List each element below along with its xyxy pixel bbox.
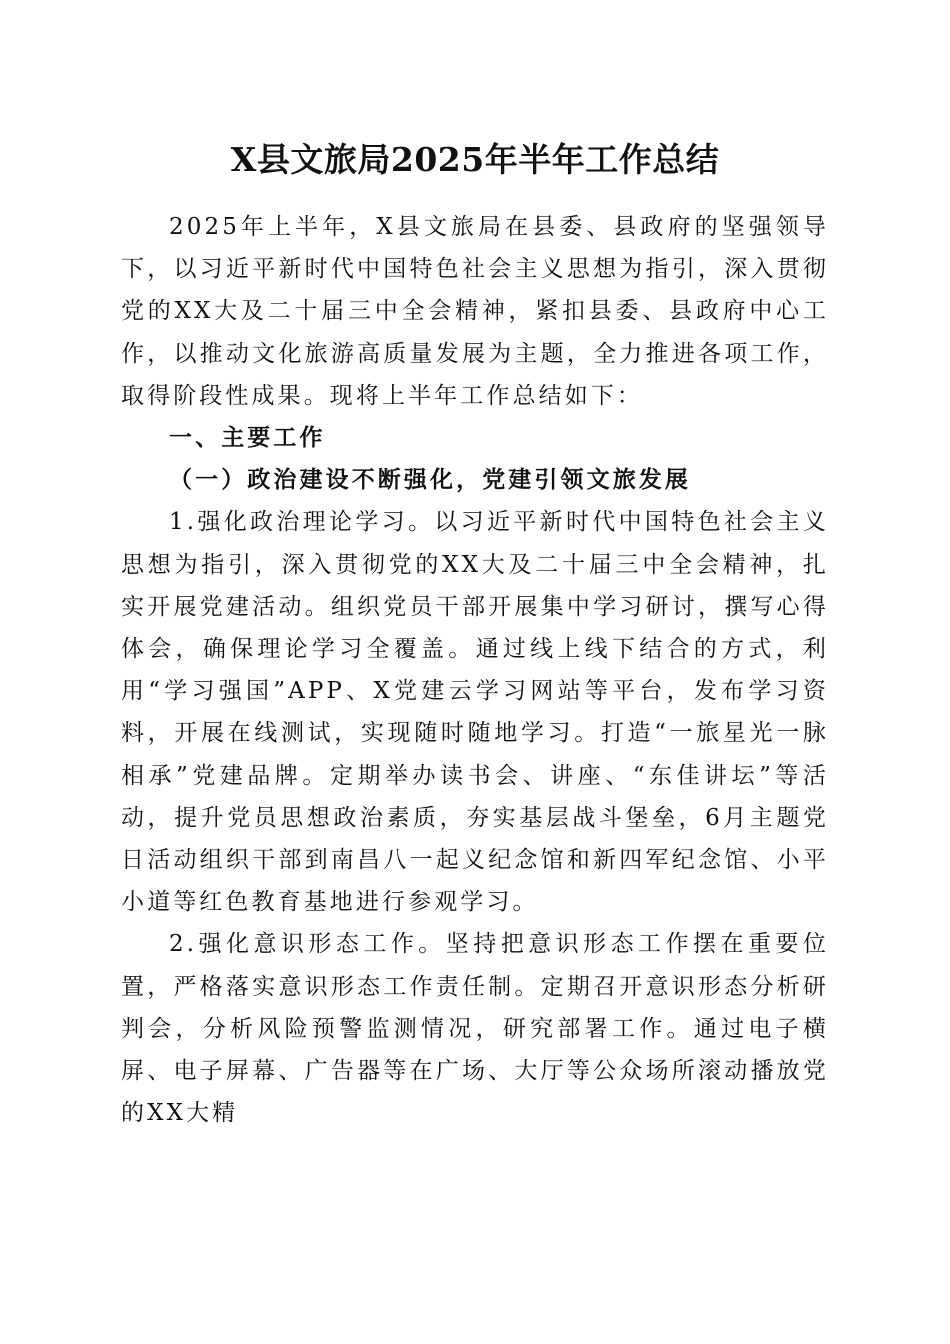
intro-paragraph: 2025年上半年，X县文旅局在县委、县政府的坚强领导下，以习近平新时代中国特色社会主义思想为指引，深入贯彻党的XX大及二十届三中全会精神，紧扣县委、县政府中心工作，以推动文化旅游高质量发展为主题，全力推进各项工作，取得阶段性成果。现将上半年工作总结如下： [121, 214, 829, 409]
paragraph-item-2: 2.强化意识形态工作。坚持把意识形态工作摆在重要位置，严格落实意识形态工作责任制。定期召开意识形态分析研判会，分析风险预警监测情况，研究部署工作。通过电子横屏、电子屏幕、广告器等在广场、大厅等公众场所滚动播放党的XX大精 [121, 931, 829, 1127]
section-heading-main-work: 一、主要工作 [169, 425, 326, 452]
document-body [121, 206, 829, 1134]
paragraph-item-1: 1.强化政治理论学习。以习近平新时代中国特色社会主义思想为指引，深入贯彻党的XX大及二十届三中全会精神，扎实开展党建活动。组织党员干部开展集中学习研讨，撰写心得体会，确保理论学习全覆盖。通过线上线下结合的方式，利用“学习强国”APP、X党建云学习网站等平台，发布学习资料，开展在线测试，实现随时随地学习。打造“一旅星光一脉相承”党建品牌。定期举办读书会、讲座、“东佳讲坛”等活动，提升党员思想政治素质，夯实基层战斗堡垒，6月主题党日活动组织干部到南昌八一起义纪念馆和新四军纪念馆、小平小道等红色教育基地进行参观学习。 [121, 509, 829, 916]
subsection-heading-political-building: （一）政治建设不断强化，党建引领文旅发展 [169, 466, 691, 494]
document-title: X县文旅局2025年半年工作总结 [230, 140, 720, 179]
